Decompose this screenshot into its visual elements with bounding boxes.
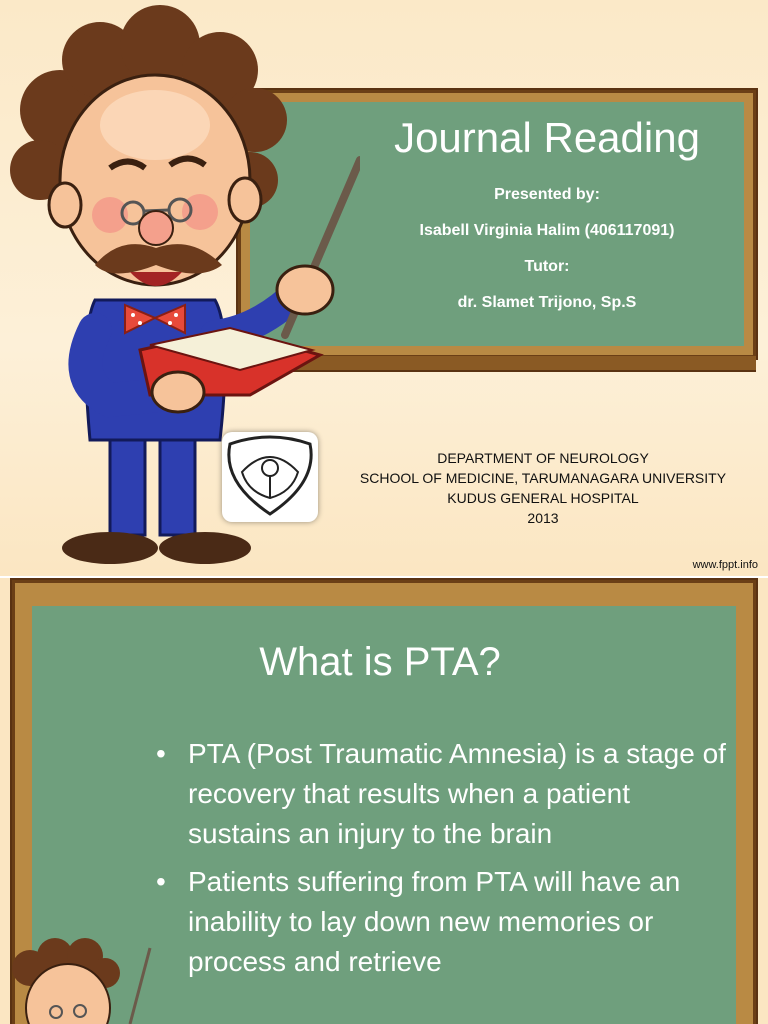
- department-line: DEPARTMENT OF NEUROLOGY: [437, 450, 649, 466]
- bullet-list: [150, 734, 734, 990]
- university-logo: [222, 432, 318, 522]
- bullet-text: PTA (Post Traumatic Amnesia) is a stage of recovery that results when a patient sustains an injury to the brain: [188, 738, 726, 849]
- content-slide: [0, 578, 768, 1024]
- professor-illustration-small: [0, 938, 160, 1024]
- presented-by-label: Presented by:: [494, 186, 600, 203]
- bullet-item: • Patients suffering from PTA will have an inability to lay down new memories or process and retrieve: [156, 866, 681, 977]
- tutor-label: Tutor:: [524, 258, 570, 275]
- slide-title: Journal Reading: [394, 114, 700, 161]
- year-line: 2013: [527, 510, 559, 526]
- tutor-name: dr. Slamet Trijono, Sp.S: [457, 294, 637, 311]
- shoe-icon: [62, 532, 158, 564]
- slide-title: What is PTA?: [259, 640, 501, 684]
- watermark: www.fppt.info: [692, 559, 758, 571]
- presenter-name: Isabell Virginia Halim (406117091): [419, 222, 675, 239]
- bullet-text: Patients suffering from PTA will have an inability to lay down new memories or process and retrieve: [188, 866, 681, 977]
- hospital-line: KUDUS GENERAL HOSPITAL: [447, 490, 639, 506]
- bullet-item: • PTA (Post Traumatic Amnesia) is a stage of recovery that results when a patient sustains an injury to the brain: [156, 738, 726, 849]
- school-line: SCHOOL OF MEDICINE, TARUMANAGARA UNIVERSITY: [359, 470, 727, 486]
